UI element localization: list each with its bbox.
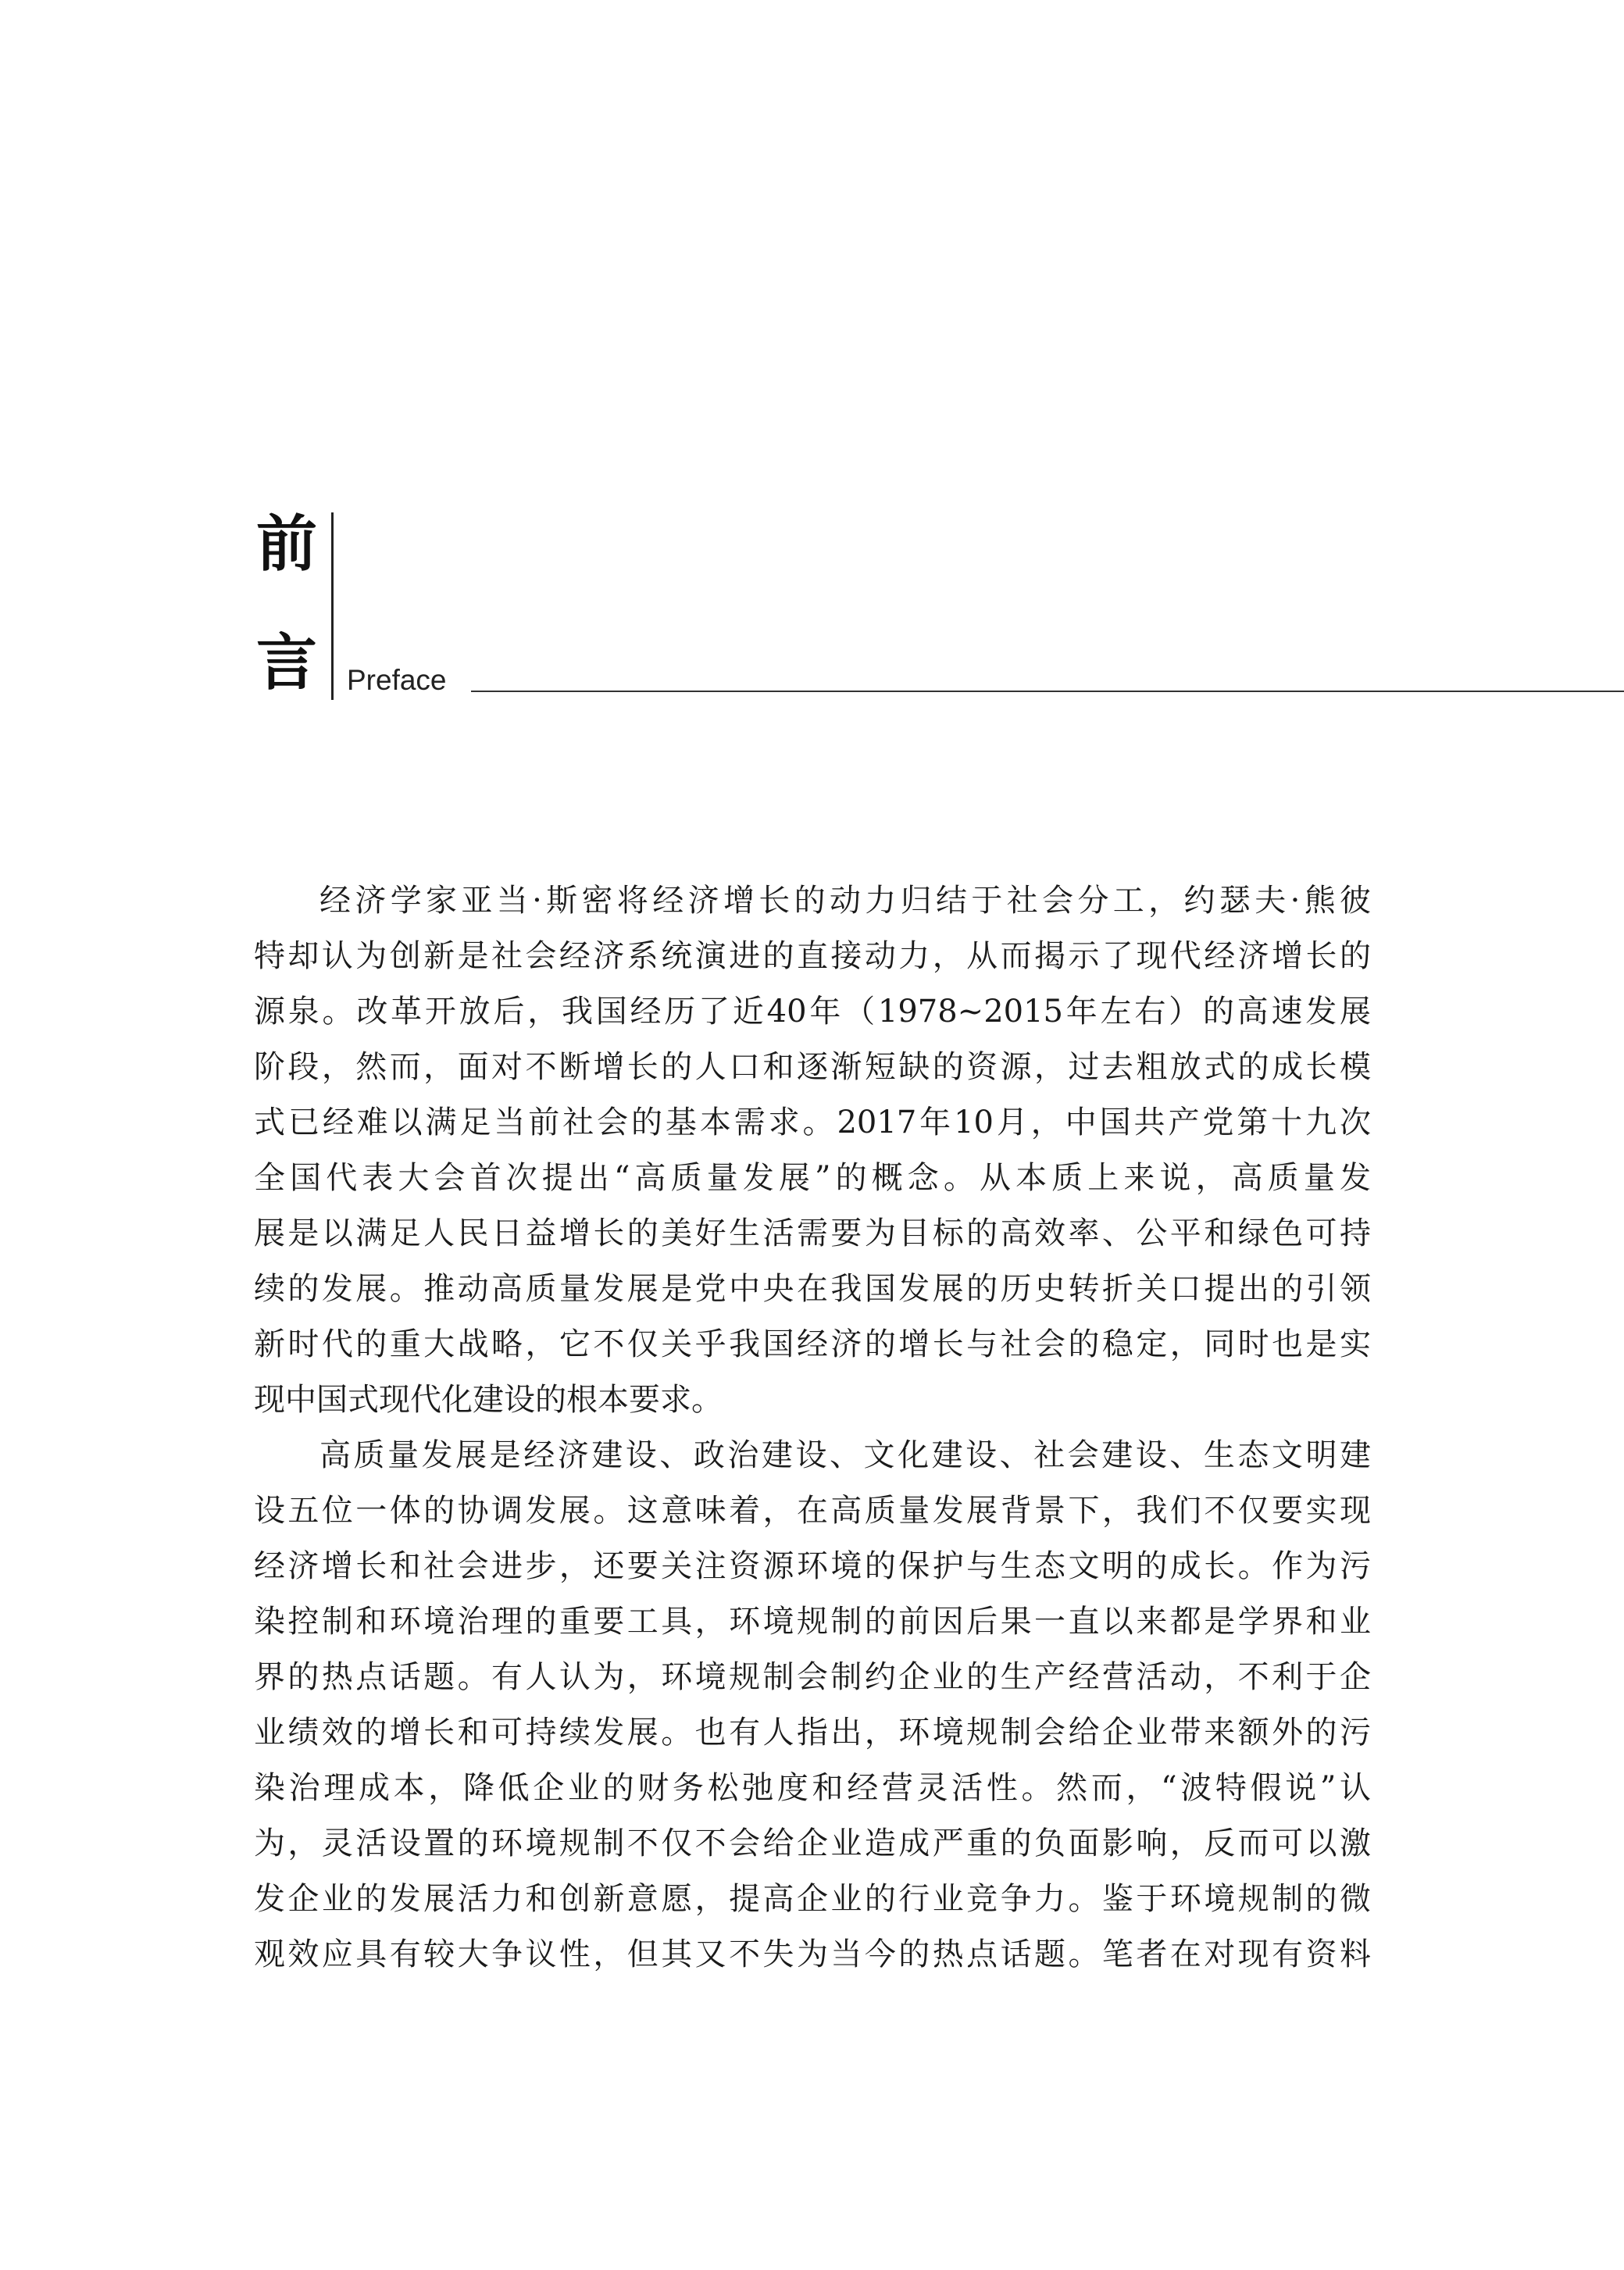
text-line: 染控制和环境治理的重要工具，环境规制的前因后果一直以来都是学界和业 — [254, 1604, 1371, 1640]
text-line: 展是以满足人民日益增长的美好生活需要为目标的高效率、公平和绿色可持 — [254, 1215, 1371, 1251]
text-line: 界的热点话题。有人认为，环境规制会制约企业的生产经营活动，不利于企 — [254, 1659, 1371, 1695]
text-line: 式已经难以满足当前社会的基本需求。2017年10月，中国共产党第十九次 — [254, 1105, 1371, 1140]
paragraph-1 — [254, 873, 1371, 1428]
text-line: 经济学家亚当·斯密将经济增长的动力归结于社会分工，约瑟夫·熊彼 — [319, 883, 1371, 919]
heading-char-yan: 言 — [255, 627, 317, 698]
text-line: 高质量发展是经济建设、政治建设、文化建设、社会建设、生态文明建 — [319, 1437, 1371, 1473]
text-line: 特却认为创新是社会经济系统演进的直接动力，从而揭示了现代经济增长的 — [254, 938, 1371, 974]
heading-vertical-rule — [331, 512, 334, 700]
text-line: 设五位一体的协调发展。这意味着，在高质量发展背景下，我们不仅要实现 — [254, 1493, 1371, 1529]
text-line: 源泉。改革开放后，我国经历了近40年（1978~2015年左右）的高速发展 — [254, 994, 1371, 1030]
text-line: 观效应具有较大争议性，但其又不失为当今的热点话题。笔者在对现有资料 — [254, 1936, 1371, 1972]
body-text — [254, 873, 1371, 1983]
text-line: 经济增长和社会进步，还要关注资源环境的保护与生态文明的成长。作为污 — [254, 1548, 1371, 1584]
text-line: 染治理成本，降低企业的财务松弛度和经营灵活性。然而，“波特假说”认 — [254, 1770, 1371, 1806]
heading-char-qian: 前 — [255, 509, 317, 580]
text-line: 阶段，然而，面对不断增长的人口和逐渐短缺的资源，过去粗放式的成长模 — [254, 1049, 1371, 1085]
heading-horizontal-rule — [471, 691, 1624, 692]
text-line: 业绩效的增长和可持续发展。也有人指出，环境规制会给企业带来额外的污 — [254, 1715, 1371, 1751]
paragraph-2 — [254, 1428, 1371, 1983]
text-line: 为，灵活设置的环境规制不仅不会给企业造成严重的负面影响，反而可以激 — [254, 1826, 1371, 1861]
preface-subtitle: Preface — [347, 664, 447, 696]
text-line: 新时代的重大战略，它不仅关乎我国经济的增长与社会的稳定，同时也是实 — [254, 1326, 1371, 1362]
text-line: 现中国式现代化建设的根本要求。 — [254, 1382, 723, 1418]
text-line: 全国代表大会首次提出“高质量发展”的概念。从本质上来说，高质量发 — [254, 1160, 1371, 1196]
text-line: 续的发展。推动高质量发展是党中央在我国发展的历史转折关口提出的引领 — [254, 1271, 1371, 1307]
text-line: 发企业的发展活力和创新意愿，提高企业的行业竞争力。鉴于环境规制的微 — [254, 1881, 1371, 1917]
